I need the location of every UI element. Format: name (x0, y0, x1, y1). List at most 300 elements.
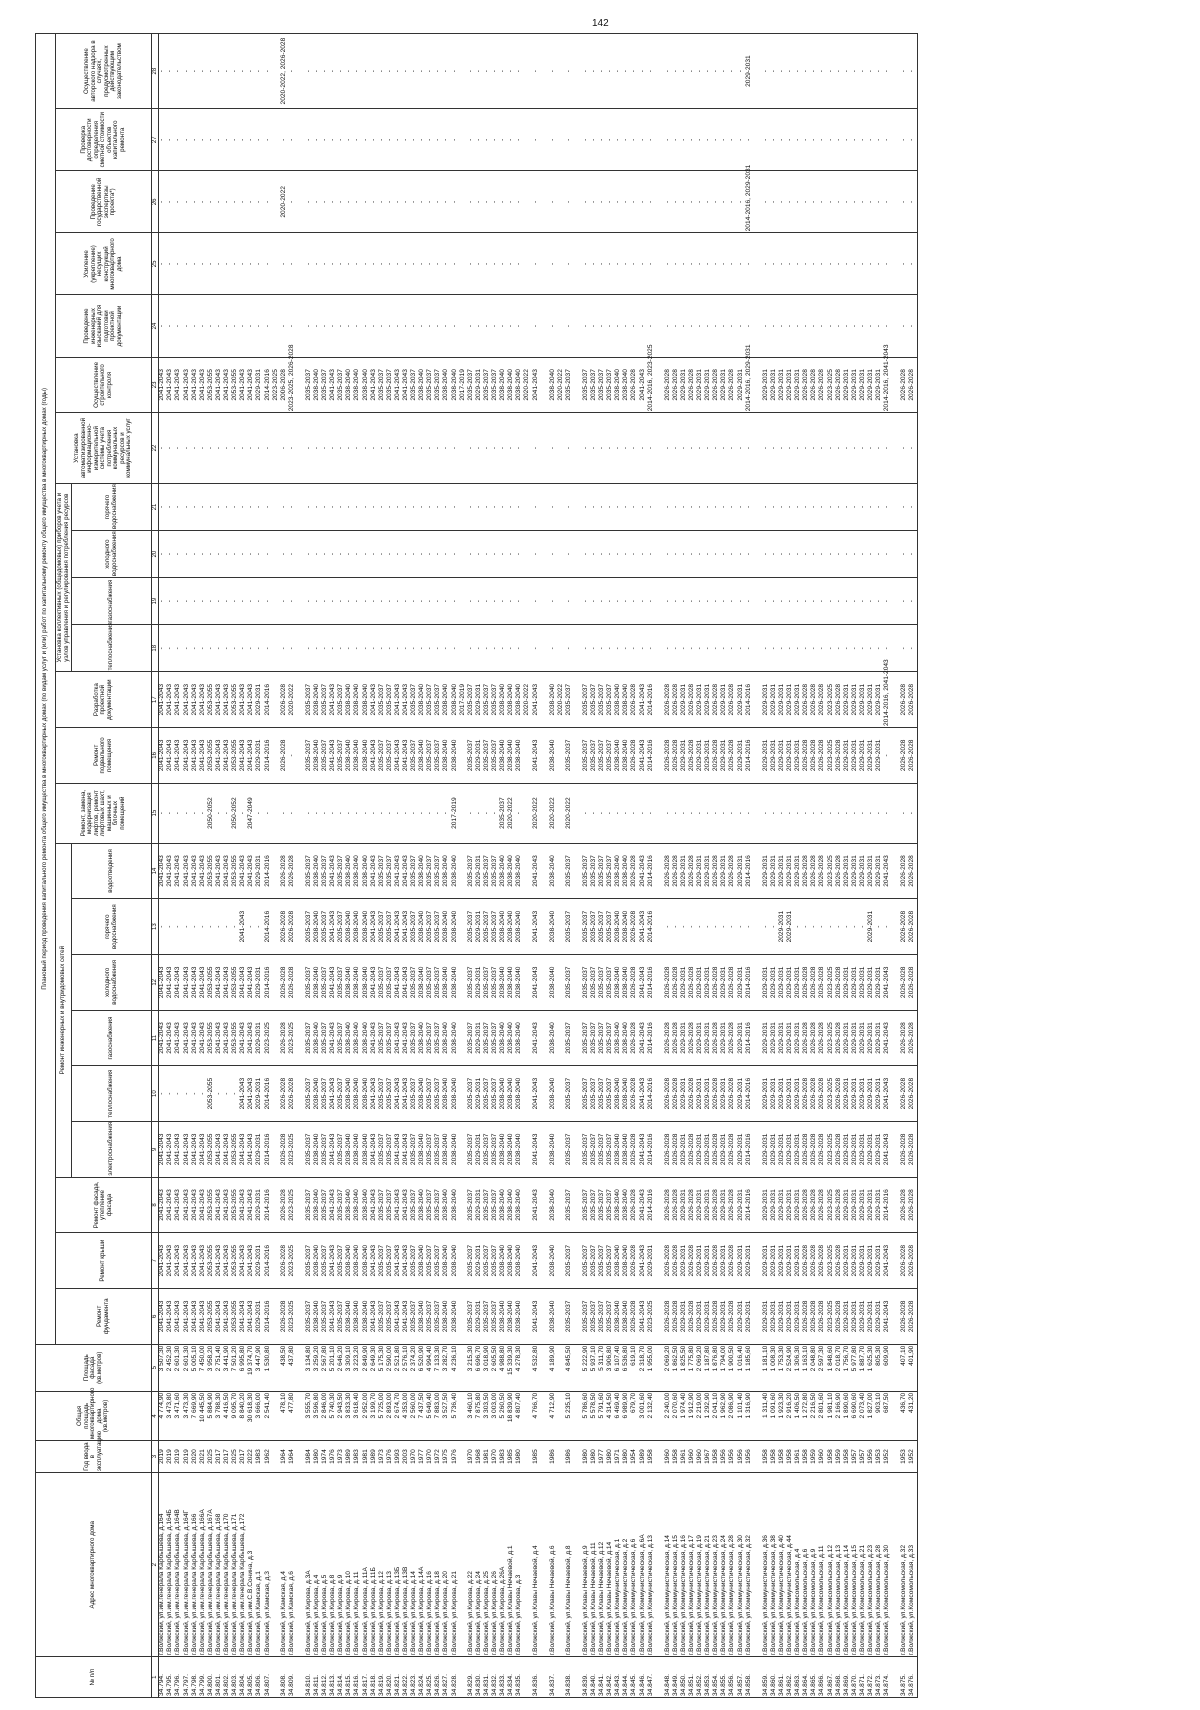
table-cell: 2038-2040 (314, 1177, 322, 1233)
table-cell: 2041-2043 (248, 1289, 256, 1345)
table-cell: 34.870. (852, 1657, 860, 1698)
table-cell: - (232, 413, 240, 484)
table-cell: 2029-2031 (852, 1121, 860, 1177)
table-cell: 34.837. (550, 1657, 558, 1698)
table-cell: - (550, 578, 558, 625)
table-cell: - (852, 171, 860, 233)
table-cell: - (314, 295, 322, 357)
table-cell: - (492, 233, 500, 295)
table-cell: 2035-2037 (566, 954, 574, 1010)
table-cell: г.Волжский, ул.Коммунистическая, д.23 (713, 1473, 721, 1657)
table-cell: 2035-2037 (427, 672, 435, 728)
table-cell: 2041-2043 (175, 843, 183, 899)
table-cell: - (256, 625, 264, 672)
table-cell: - (216, 171, 224, 233)
table-cell: - (452, 483, 460, 530)
table-cell: 2041-2043 (224, 954, 232, 1010)
table-cell: - (322, 171, 330, 233)
table-cell: 30 618,30 (248, 1391, 256, 1440)
table-cell: 2041-2043 (240, 1233, 248, 1289)
table-cell: 2026-2028 (811, 1010, 819, 1066)
table-cell: 34.828. (452, 1657, 460, 1698)
table-cell: - (216, 295, 224, 357)
table-cell: 34.864. (803, 1657, 811, 1698)
table-cell: 2041-2043 (192, 1121, 200, 1177)
table-cell: 2038-2040 (419, 1177, 427, 1233)
table-cell: 2035-2037 (306, 1066, 314, 1122)
table-cell: 1 848,60 (828, 1344, 836, 1391)
table-cell: 2035-2037 (322, 899, 330, 955)
table-cell: 2026-2028 (729, 1010, 737, 1066)
table-cell: - (640, 483, 648, 530)
table-cell: 2041-2043 (224, 728, 232, 784)
table-cell: - (175, 625, 183, 672)
table-cell: - (828, 171, 836, 233)
table-cell: 2026-2028 (811, 954, 819, 1010)
table-cell: - (379, 783, 387, 843)
table-cell: 2029-2031 (795, 1177, 803, 1233)
table-cell: - (836, 295, 844, 357)
table-cell: 34.794. (159, 1657, 168, 1698)
table-cell: - (354, 578, 362, 625)
table-cell: - (192, 34, 200, 109)
table-cell: - (779, 171, 787, 233)
table-cell: - (640, 783, 648, 843)
table-cell: - (763, 899, 771, 955)
table-cell: г.Волжский, ул.Клавы Нечаевой, д.12 (599, 1473, 607, 1657)
table-cell: г.Волжский, ул.Коммунистическая, д.19 (697, 1473, 705, 1657)
table-cell: 2035-2037 (566, 728, 574, 784)
table-cell: - (281, 625, 289, 672)
table-cell: 2035-2037 (427, 954, 435, 1010)
table-cell: - (763, 413, 771, 484)
table-cell: 2026-2028 (811, 1121, 819, 1177)
table-cell: - (697, 783, 705, 843)
table-cell: - (746, 109, 754, 171)
table-cell: - (427, 578, 435, 625)
table-cell: 1986 (550, 1441, 558, 1473)
table-cell: - (314, 625, 322, 672)
table-cell: - (159, 531, 168, 578)
table-cell: г.Волжский, ул.Коммунистическая, д.30 (738, 1473, 746, 1657)
table-cell: - (697, 233, 705, 295)
table-cell: 2038-2040 (508, 843, 516, 899)
table-cell: - (771, 899, 779, 955)
table-cell: 2029-2031 (844, 1121, 852, 1177)
table-cell: 2041-2043 (640, 1010, 648, 1066)
table-cell: - (689, 483, 697, 530)
table-cell: - (443, 531, 451, 578)
table-cell: 34.857. (738, 1657, 746, 1698)
table-cell: 1973 (338, 1441, 346, 1473)
hdr-hot-water: горячего водоснабжения (72, 899, 152, 955)
table-cell: - (550, 413, 558, 484)
table-cell: 2041-2043 (640, 954, 648, 1010)
table-cell: 34.824. (419, 1657, 427, 1698)
table-cell: 2026-2028 (281, 1233, 289, 1289)
table-cell: 2035-2037 (484, 1010, 492, 1066)
table-cell: - (265, 34, 273, 109)
table-cell: - (248, 899, 256, 955)
table-cell: - (411, 783, 419, 843)
table-cell: 2035-2037 (607, 899, 615, 955)
table-cell: - (232, 233, 240, 295)
table-cell: - (615, 531, 623, 578)
table-cell: 2019 (159, 1441, 168, 1473)
table-cell: 2026-2028 (803, 1177, 811, 1233)
table-cell: 2038-2040 (452, 357, 460, 413)
table-cell: 3 447,90 (256, 1344, 264, 1391)
table-cell: 2035-2037 (607, 1233, 615, 1289)
table-cell: 2035-2037 (599, 1010, 607, 1066)
table-cell: 2023-2025 (648, 1289, 656, 1345)
table-cell: - (508, 531, 516, 578)
table-cell: 2026-2028 (673, 1233, 681, 1289)
table-cell: 2041-2043 (371, 899, 379, 955)
table-cell: - (738, 413, 746, 484)
table-cell: 2041-2043 (884, 843, 892, 899)
table-cell: 2035-2037 (566, 843, 574, 899)
table-cell: 34.796. (175, 1657, 183, 1698)
table-cell: - (771, 34, 779, 109)
table-cell: - (322, 483, 330, 530)
column-number: 7 (152, 1233, 159, 1289)
table-cell: - (763, 171, 771, 233)
table-cell: - (403, 413, 411, 484)
table-cell: 2035-2037 (435, 954, 443, 1010)
table-cell: 2029-2031 (779, 1233, 787, 1289)
table-cell: 2041-2043 (192, 672, 200, 728)
table-cell: 2023-2025 (828, 672, 836, 728)
table-cell: - (354, 625, 362, 672)
table-cell: 2026-2028 (689, 954, 697, 1010)
table-cell: 2026-2028 (281, 672, 289, 728)
table-cell: - (631, 295, 639, 357)
table-cell: 2038-2040 (354, 843, 362, 899)
table-cell: 2035-2037 (338, 357, 346, 413)
table-cell: 2 018,70 (836, 1344, 844, 1391)
table-cell: - (184, 34, 192, 109)
table-cell: г.Волжский, ул.Кирова, д.20 (443, 1473, 451, 1657)
table-cell: - (492, 413, 500, 484)
table-cell: - (306, 295, 314, 357)
table-cell: - (591, 413, 599, 484)
table-cell: - (713, 109, 721, 171)
table-cell: - (208, 531, 216, 578)
table-cell: - (200, 413, 208, 484)
table-cell: 34.842. (607, 1657, 615, 1698)
table-cell: 2041-2043 (216, 1233, 224, 1289)
table-cell: 2029-2031 (795, 1233, 803, 1289)
table-cell: 1 008,30 (771, 1344, 779, 1391)
table-cell: 2029-2031 (779, 672, 787, 728)
table-cell: - (289, 233, 297, 295)
table-cell: - (175, 483, 183, 530)
table-cell: 2026-2028 (665, 1066, 673, 1122)
table-cell: - (860, 171, 868, 233)
table-cell: 2035-2037 (607, 1289, 615, 1345)
table-cell: 2035-2037 (607, 954, 615, 1010)
table-cell: 2041-2043 (167, 672, 175, 728)
hdr-lifts: Ремонт, замена, модернизация лифтов, ремонт лифтовых шахт, машинных и блочных помещений (56, 783, 152, 843)
table-row (516, 34, 524, 1698)
table-cell: - (468, 531, 476, 578)
table-cell: - (184, 413, 192, 484)
table-cell: 2026-2028 (836, 728, 844, 784)
table-cell: - (443, 783, 451, 843)
table-cell: - (673, 531, 681, 578)
table-cell: 2026-2028 (673, 1066, 681, 1122)
table-cell: 2035-2037 (607, 1066, 615, 1122)
table-cell: 2038-2040 (615, 954, 623, 1010)
table-cell: - (599, 483, 607, 530)
table-cell: 2026-2028 (631, 1121, 639, 1177)
table-cell: - (403, 531, 411, 578)
table-cell: - (354, 413, 362, 484)
table-cell: - (705, 531, 713, 578)
table-cell: 34.869. (844, 1657, 852, 1698)
table-cell: 2026-2028 (673, 672, 681, 728)
table-cell: - (289, 171, 297, 233)
table-cell: 2038-2040 (550, 843, 558, 899)
table-cell: 2 219,00 (697, 1391, 705, 1440)
table-cell: 2 576,10 (403, 1344, 411, 1391)
table-cell: 2041-2043 (395, 1177, 403, 1233)
table-cell: - (248, 531, 256, 578)
table-cell: - (729, 34, 737, 109)
table-cell: - (705, 413, 713, 484)
table-cell: - (607, 34, 615, 109)
table-cell: 2038-2040 (623, 1177, 631, 1233)
table-cell: 2026-2028 (673, 1010, 681, 1066)
table-cell: 2 541,40 (265, 1391, 273, 1440)
table-cell: - (836, 625, 844, 672)
table-cell: - (779, 783, 787, 843)
table-cell: 2020-2022 (558, 357, 566, 413)
table-cell: - (192, 531, 200, 578)
table-cell: - (395, 109, 403, 171)
table-cell: - (909, 34, 918, 109)
table-cell: 2029-2031 (852, 1177, 860, 1233)
table-cell: - (411, 413, 419, 484)
table-cell: 1 753,30 (779, 1344, 787, 1391)
table-cell: 2029-2031 (771, 1066, 779, 1122)
table-cell: 2026-2028 (803, 1233, 811, 1289)
table-cell: - (476, 34, 484, 109)
table-cell: 1 406,50 (795, 1391, 803, 1440)
table-cell: 2029-2031 (787, 1121, 795, 1177)
table-cell: - (803, 578, 811, 625)
table-cell: 2029-2031 (705, 843, 713, 899)
table-cell: 2029-2031 (844, 672, 852, 728)
table-cell: - (819, 233, 827, 295)
table-cell: - (476, 625, 484, 672)
table-cell: 2026-2028 (729, 1177, 737, 1233)
hdr-year: Год ввода в эксплуатацию (36, 1441, 152, 1473)
table-cell: 2053-2055 (232, 1177, 240, 1233)
table-cell: - (346, 483, 354, 530)
table-cell: 2038-2040 (314, 357, 322, 413)
table-cell: - (566, 413, 574, 484)
table-cell: 2038-2040 (354, 1289, 362, 1345)
table-row (265, 34, 273, 1698)
table-cell: 2029-2031 (868, 954, 876, 1010)
table-cell: 2017 (216, 1441, 224, 1473)
table-cell: 3 618,40 (354, 1391, 362, 1440)
table-cell: - (811, 483, 819, 530)
table-cell: 2035-2037 (591, 728, 599, 784)
table-cell: 34.848. (665, 1657, 673, 1698)
table-cell: - (803, 109, 811, 171)
table-cell: 2038-2040 (443, 899, 451, 955)
table-cell: 3 223,20 (354, 1344, 362, 1391)
table-cell: - (673, 625, 681, 672)
table-cell: - (803, 413, 811, 484)
table-cell: 2038-2040 (500, 1289, 508, 1345)
table-cell: - (175, 1066, 183, 1122)
table-cell: 2053-2055 (232, 954, 240, 1010)
table-cell: - (216, 625, 224, 672)
table-cell: 7 133,30 (435, 1344, 443, 1391)
table-cell: 2038-2040 (419, 1289, 427, 1345)
table-cell: 2026-2028 (901, 728, 909, 784)
table-cell: 2038-2040 (346, 1177, 354, 1233)
table-cell: 2038-2040 (500, 357, 508, 413)
table-cell: г.Волжский, ул.Клавы Нечаевой, д.11 (591, 1473, 599, 1657)
table-cell: 477,80 (289, 1391, 297, 1440)
table-cell: - (175, 34, 183, 109)
table-cell: 2035-2037 (566, 1121, 574, 1177)
table-cell: - (427, 625, 435, 672)
table-cell: 1 923,30 (779, 1391, 787, 1440)
table-cell: - (868, 109, 876, 171)
table-cell: - (566, 295, 574, 357)
table-cell: - (681, 783, 689, 843)
table-cell: г.Волжский, ул.Комсомольская, д.14 (844, 1473, 852, 1657)
table-cell: г.Волжский, ул.Комсомольская, д.21 (860, 1473, 868, 1657)
table-cell: 2003 (403, 1441, 411, 1473)
table-cell: 3 473,30 (184, 1391, 192, 1440)
table-cell: 2041-2043 (395, 357, 403, 413)
table-cell: - (192, 295, 200, 357)
table-cell: - (427, 109, 435, 171)
table-cell: 2029-2031 (681, 1121, 689, 1177)
table-cell: - (248, 295, 256, 357)
table-cell: - (550, 34, 558, 109)
table-cell: 2038-2040 (550, 1121, 558, 1177)
table-cell: - (689, 295, 697, 357)
table-cell: - (314, 34, 322, 109)
table-cell: - (640, 413, 648, 484)
table-cell: г.Волжский, ул.Комсомольская, д.23 (868, 1473, 876, 1657)
table-cell: - (224, 1066, 232, 1122)
table-cell: 2041-2043 (167, 728, 175, 784)
table-cell: - (306, 578, 314, 625)
table-cell: - (533, 483, 541, 530)
table-cell: - (648, 783, 656, 843)
table-cell: 2035-2037 (387, 357, 395, 413)
table-cell: - (240, 531, 248, 578)
table-cell: - (819, 783, 827, 843)
table-cell: 2041-2043 (200, 728, 208, 784)
table-cell: 2038-2040 (314, 1121, 322, 1177)
table-cell: 2026-2028 (729, 1121, 737, 1177)
table-cell: 1958 (828, 1441, 836, 1473)
table-cell: 2029-2031 (771, 1177, 779, 1233)
table-cell: - (427, 783, 435, 843)
table-cell: 2029-2031 (256, 843, 264, 899)
table-cell: 2026-2028 (811, 357, 819, 413)
table-cell: 2026-2028 (689, 1289, 697, 1345)
table-cell: 2029-2031 (697, 843, 705, 899)
table-cell: - (901, 233, 909, 295)
table-cell: 2041-2043 (330, 1233, 338, 1289)
table-cell: - (468, 34, 476, 109)
table-cell: - (443, 483, 451, 530)
table-cell: 1 890,60 (844, 1391, 852, 1440)
table-cell: 2041-2043 (403, 899, 411, 955)
table-cell: 1983 (354, 1441, 362, 1473)
table-cell: 2038-2040 (452, 1066, 460, 1122)
table-cell: 2026-2028 (729, 672, 737, 728)
table-cell: - (354, 295, 362, 357)
table-cell: - (599, 233, 607, 295)
table-cell: 2038-2040 (623, 1121, 631, 1177)
table-cell: 2041-2043 (224, 1233, 232, 1289)
table-cell: - (248, 34, 256, 109)
table-cell: - (583, 233, 591, 295)
table-cell: 2041-2043 (371, 1121, 379, 1177)
table-cell: 1989 (640, 1441, 648, 1473)
table-cell: - (476, 413, 484, 484)
table-cell: 2038-2040 (508, 1121, 516, 1177)
table-cell: - (640, 295, 648, 357)
table-cell: 2041-2043 (224, 357, 232, 413)
table-cell: 2035-2037 (583, 1121, 591, 1177)
table-cell: 2026-2028 (713, 672, 721, 728)
table-cell: - (566, 34, 574, 109)
table-cell: 34.839. (583, 1657, 591, 1698)
table-cell: 2026-2028 (909, 1121, 918, 1177)
table-cell: - (771, 625, 779, 672)
table-cell: - (159, 34, 168, 109)
table-cell: 1 163,10 (803, 1344, 811, 1391)
table-cell: - (729, 109, 737, 171)
table-cell: 3 527,50 (443, 1391, 451, 1440)
table-cell: - (681, 295, 689, 357)
table-cell: 4 278,30 (516, 1344, 524, 1391)
table-cell: г.Волжский, ул.им.генерала Карбышева, д.170 (224, 1473, 232, 1657)
table-cell: - (909, 233, 918, 295)
table-cell: - (811, 171, 819, 233)
table-cell: - (550, 295, 558, 357)
table-cell: 2029-2031 (779, 843, 787, 899)
table-cell: 2029-2031 (721, 1233, 729, 1289)
table-cell: - (591, 295, 599, 357)
table-cell: 2026-2028 (281, 728, 289, 784)
table-cell: 1970 (492, 1441, 500, 1473)
table-cell: 2029-2031 (705, 1289, 713, 1345)
table-cell: - (175, 295, 183, 357)
table-cell: - (387, 783, 395, 843)
table-cell: 2035-2037 (599, 954, 607, 1010)
table-cell: - (673, 578, 681, 625)
table-cell: 34.823. (411, 1657, 419, 1698)
table-cell: 2020-2022 (508, 783, 516, 843)
table-cell: - (379, 625, 387, 672)
table-cell: 2053-2055 (208, 1121, 216, 1177)
table-cell: 2035-2037 (427, 728, 435, 784)
